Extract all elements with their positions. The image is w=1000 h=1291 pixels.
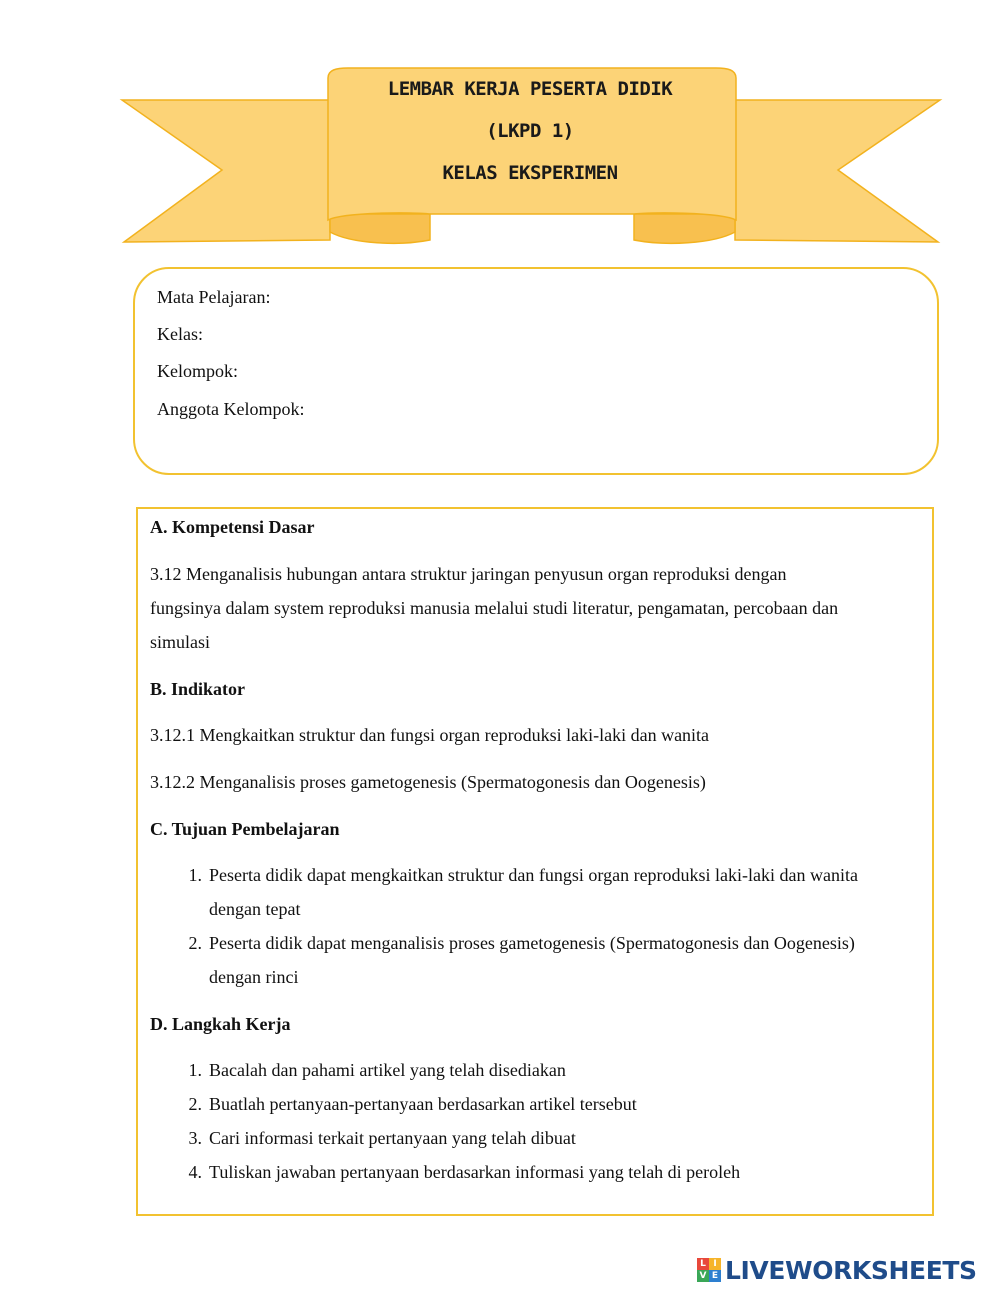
tujuan-item-2-line-1: Peserta didik dapat menganalisis proses gametogenesis (Spermatogonesis dan Oogenesis) — [209, 933, 855, 953]
title-banner — [0, 0, 1000, 260]
list-number: 2. — [188, 933, 202, 953]
members-label: Anggota Kelompok: — [157, 399, 305, 419]
langkah-item-3 — [180, 1121, 920, 1155]
langkah-item-text: Buatlah pertanyaan-pertanyaan berdasarkan artikel tersebut — [209, 1094, 637, 1114]
section-a-heading: A. Kompetensi Dasar — [150, 517, 315, 537]
liveworksheets-logo-icon — [697, 1258, 721, 1282]
banner-title-line-3: KELAS EKSPERIMEN — [442, 162, 618, 184]
langkah-item-text: Tuliskan jawaban pertanyaan berdasarkan informasi yang telah di peroleh — [209, 1162, 741, 1182]
list-number: 4. — [188, 1162, 202, 1182]
section-b-heading: B. Indikator — [150, 679, 246, 699]
logo-letter: V — [697, 1270, 709, 1282]
list-number: 3. — [188, 1128, 202, 1148]
logo-letter: I — [709, 1258, 721, 1270]
indikator-item-1: 3.12.1 Mengkaitkan struktur dan fungsi organ reproduksi laki-laki dan wanita — [150, 725, 710, 745]
langkah-item-2 — [180, 1087, 920, 1121]
tujuan-item-2 — [180, 926, 920, 994]
liveworksheets-logo-text: LIVEWORKSHEETS — [725, 1255, 977, 1285]
group-label: Kelompok: — [157, 361, 238, 381]
langkah-item-1 — [180, 1053, 920, 1087]
kd-line-1: 3.12 Menganalisis hubungan antara struktur jaringan penyusun organ reproduksi dengan — [150, 564, 787, 584]
list-number: 1. — [188, 865, 202, 885]
banner-title-line-2: (LKPD 1) — [486, 120, 574, 142]
banner-title-line-1: LEMBAR KERJA PESERTA DIDIK — [387, 78, 673, 100]
logo-letter: L — [697, 1258, 709, 1270]
ribbon-left-fold — [330, 214, 430, 243]
list-number: 1. — [188, 1060, 202, 1080]
tujuan-item-1 — [180, 858, 920, 926]
tujuan-item-2-line-2: dengan rinci — [209, 967, 299, 987]
kd-line-2: fungsinya dalam system reproduksi manusia melalui studi literatur, pengamatan, percobaan dan — [150, 598, 839, 618]
section-c-heading: C. Tujuan Pembelajaran — [150, 819, 340, 839]
indikator-item-2: 3.12.2 Menganalisis proses gametogenesis (Spermatogonesis dan Oogenesis) — [150, 772, 706, 792]
langkah-item-text: Cari informasi terkait pertanyaan yang telah dibuat — [209, 1128, 576, 1148]
ribbon-right-tail — [735, 100, 940, 242]
langkah-item-text: Bacalah dan pahami artikel yang telah disediakan — [209, 1060, 566, 1080]
kd-line-3: simulasi — [150, 632, 211, 652]
tujuan-item-1-line-1: Peserta didik dapat mengkaitkan struktur dan fungsi organ reproduksi laki-laki dan wanita — [209, 865, 859, 885]
langkah-item-4 — [180, 1155, 920, 1189]
section-d-heading: D. Langkah Kerja — [150, 1014, 291, 1034]
student-info-box — [133, 267, 939, 475]
logo-letter: E — [709, 1270, 721, 1282]
list-number: 2. — [188, 1094, 202, 1114]
class-label: Kelas: — [157, 324, 203, 344]
subject-label: Mata Pelajaran: — [157, 287, 271, 307]
ribbon-left-tail — [122, 100, 330, 242]
tujuan-item-1-line-2: dengan tepat — [209, 899, 301, 919]
liveworksheets-watermark — [697, 1254, 977, 1286]
worksheet-content — [136, 507, 934, 1216]
ribbon-right-fold — [634, 214, 735, 243]
